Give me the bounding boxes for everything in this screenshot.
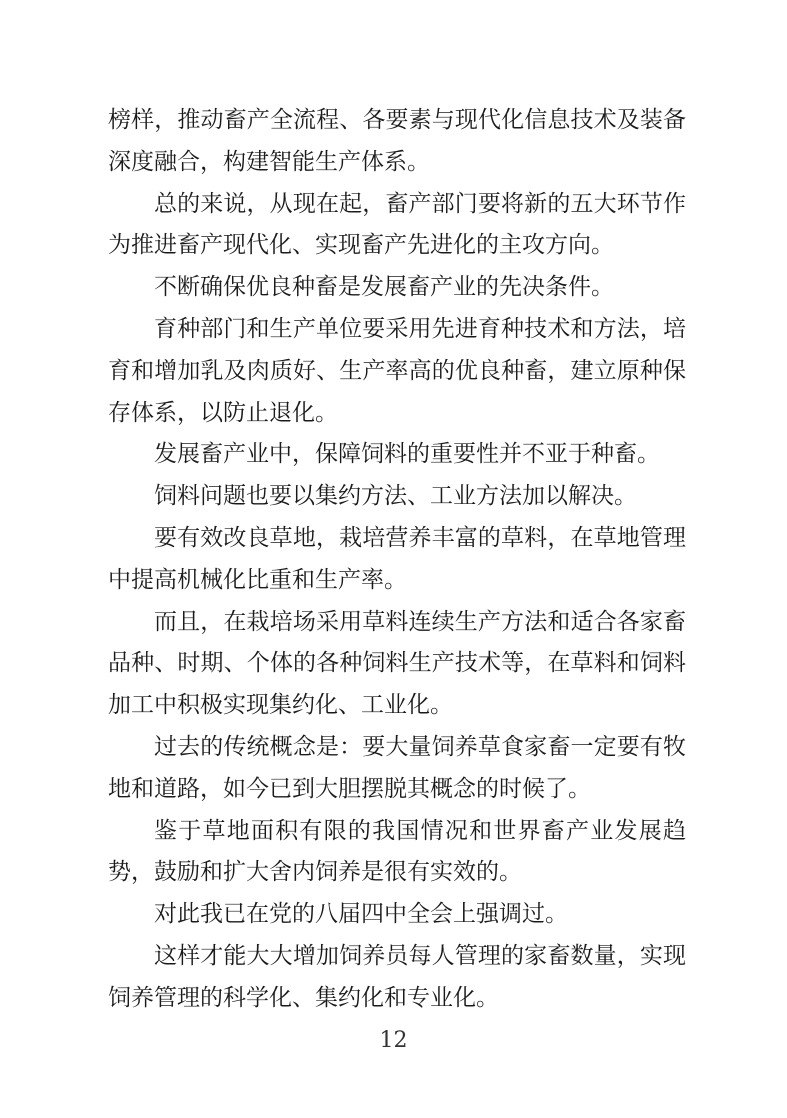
paragraph: 饲料问题也要以集约方法、工业方法加以解决。 [154, 483, 637, 510]
paragraph: 总的来说，从现在起，畜产部门要将新的五大环节作为推进畜产现代化、实现畜产先进化的主攻方向。 [108, 190, 686, 259]
paragraph: 对此我已在党的八届四中全会上强调过。 [154, 901, 568, 928]
paragraph: 过去的传统概念是：要大量饲养草食家畜一定要有牧地和道路，如今已到大胆摆脱其概念的时候了。 [108, 733, 686, 802]
body-text [108, 100, 686, 1020]
paragraph: 这样才能大大增加饲养员每人管理的家畜数量，实现饲养管理的科学化、集约化和专业化。 [108, 942, 686, 1011]
paragraph: 要有效改良草地，栽培营养丰富的草料，在草地管理中提高机械化比重和生产率。 [108, 524, 686, 593]
paragraph: 而且，在栽培场采用草料连续生产方法和适合各家畜品种、时期、个体的各种饲料生产技术等，在草料和饲料加工中积极实现集约化、工业化。 [108, 608, 686, 719]
paragraph: 发展畜产业中，保障饲料的重要性并不亚于种畜。 [154, 441, 660, 468]
page-number: 12 [379, 1028, 408, 1053]
paragraph: 鉴于草地面积有限的我国情况和世界畜产业发展趋势，鼓励和扩大舍内饲养是很有实效的。 [108, 817, 686, 886]
paragraph-continuation: 榜样，推动畜产全流程、各要素与现代化信息技术及装备深度融合，构建智能生产体系。 [108, 107, 686, 175]
paragraph: 育种部门和生产单位要采用先进育种技术和方法，培育和增加乳及肉质好、生产率高的优良种畜，建立原种保存体系，以防止退化。 [108, 315, 686, 426]
paragraph: 不断确保优良种畜是发展畜产业的先决条件。 [154, 274, 614, 301]
